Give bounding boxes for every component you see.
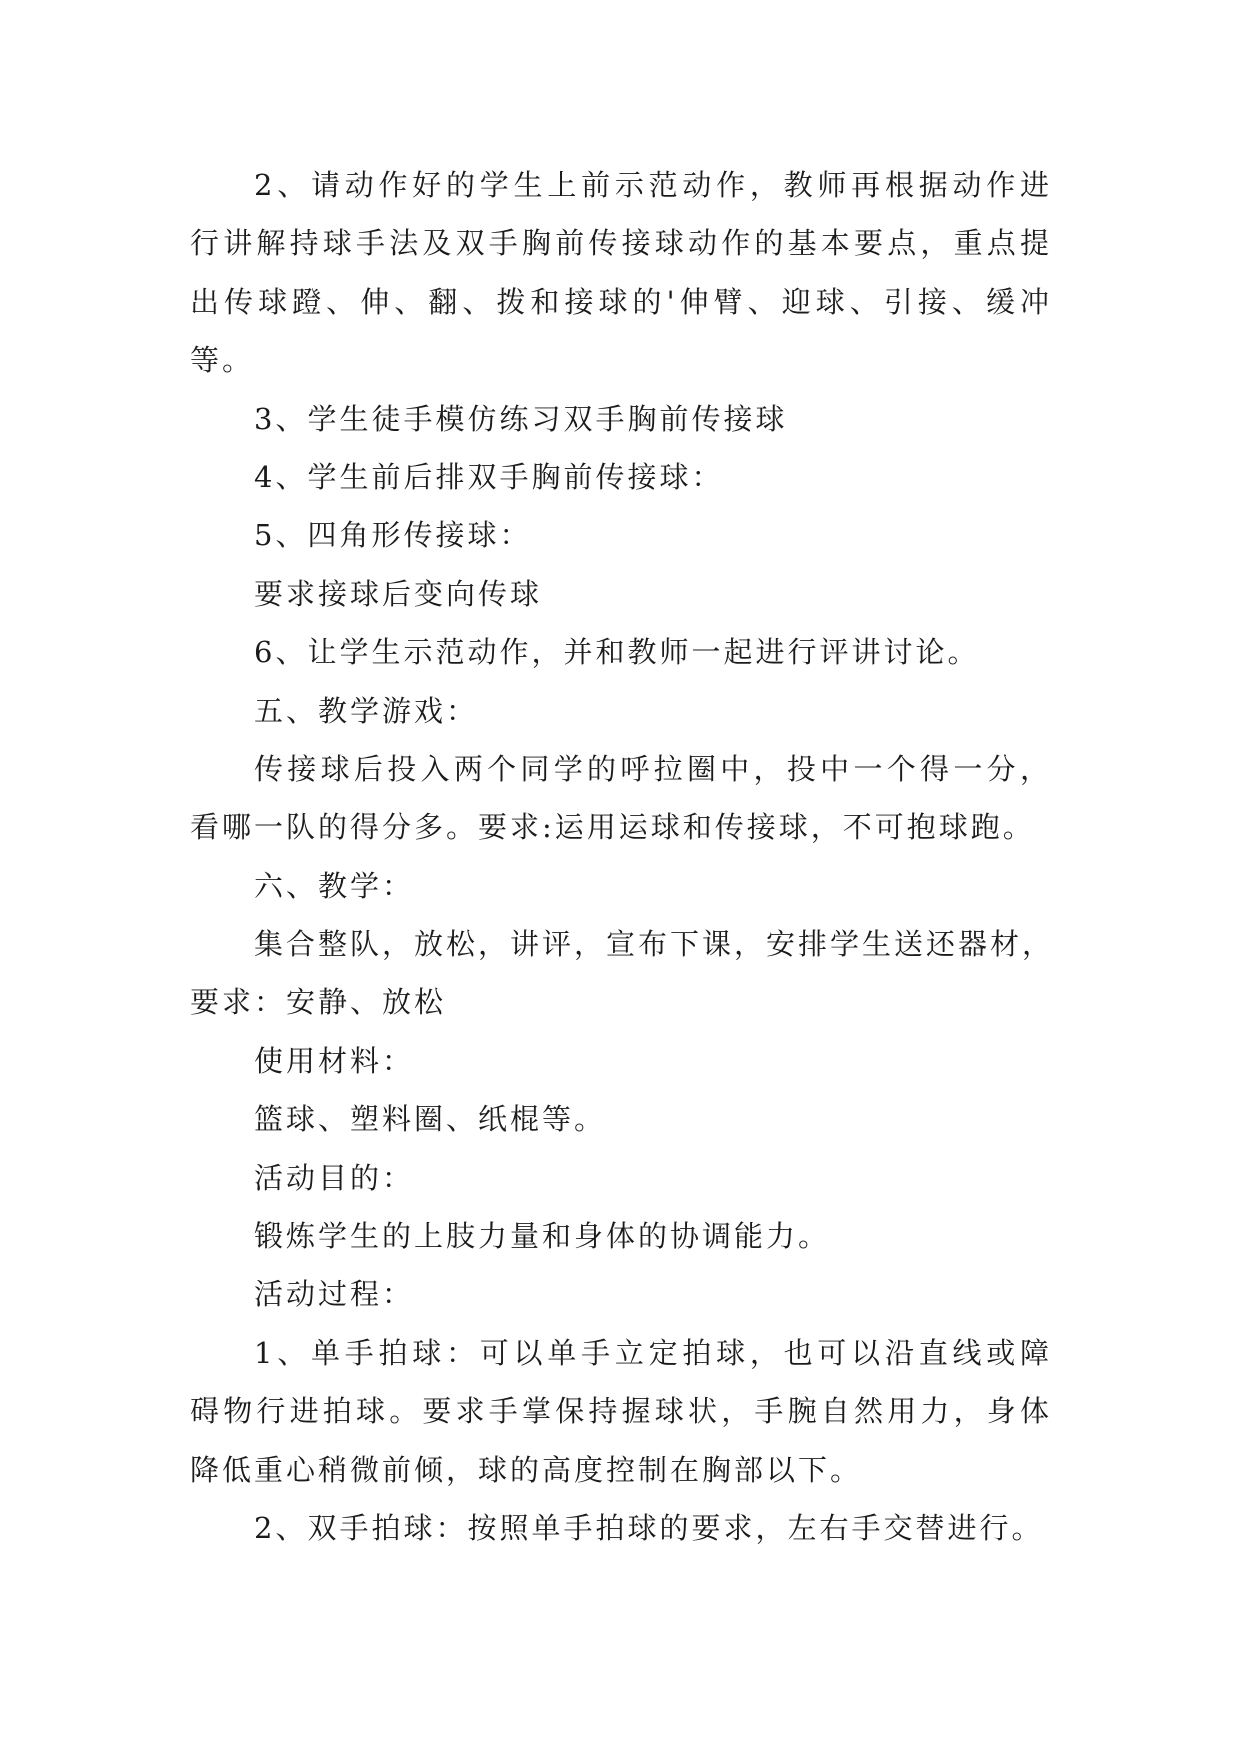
text-line: 3、学生徒手模仿练习双手胸前传接球 <box>254 401 788 436</box>
text-line: 六、教学： <box>254 868 415 903</box>
text-line: 要求：安静、放松 <box>190 985 447 1020</box>
text-line: 降低重心稍微前倾，球的高度控制在胸部以下。 <box>190 1452 863 1487</box>
section-heading <box>190 1032 1052 1090</box>
text-line: 1、单手拍球：可以单手立定拍球，也可以沿直线或障 <box>254 1335 1052 1370</box>
text-line: 篮球、塑料圈、纸棍等。 <box>254 1102 607 1137</box>
text-line: 碍物行进拍球。要求手掌保持握球状，手腕自然用力，身体 <box>190 1394 1052 1429</box>
paragraph <box>190 1324 1052 1499</box>
paragraph <box>190 448 1052 506</box>
text-line: 要求接球后变向传球 <box>254 576 543 611</box>
text-line: 等。 <box>190 343 255 378</box>
paragraph <box>190 156 1052 390</box>
text-line: 2、请动作好的学生上前示范动作，教师再根据动作进 <box>254 168 1052 202</box>
text-line: 行讲解持球手法及双手胸前传接球动作的基本要点，重点提 <box>190 226 1052 261</box>
text-line: 锻炼学生的上肢力量和身体的协调能力。 <box>254 1219 831 1254</box>
paragraph <box>190 1207 1052 1265</box>
text-line: 集合整队，放松，讲评，宣布下课，安排学生送还器材， <box>254 927 1055 962</box>
paragraph <box>190 390 1052 448</box>
paragraph <box>190 506 1052 564</box>
section-heading <box>190 1265 1052 1323</box>
text-line: 传接球后投入两个同学的呼拉圈中，投中一个得一分， <box>254 751 1052 786</box>
document-body <box>190 156 1055 1557</box>
text-line: 6、让学生示范动作，并和教师一起进行评讲讨论。 <box>254 635 980 670</box>
text-line: 活动目的： <box>254 1160 415 1195</box>
section-heading <box>190 682 1052 740</box>
text-line: 五、教学游戏： <box>254 693 479 728</box>
section-heading <box>190 857 1052 915</box>
paragraph <box>190 915 1055 1032</box>
text-line: 5、四角形传接球： <box>254 518 532 553</box>
paragraph <box>190 1499 1052 1557</box>
text-line: 看哪一队的得分多。要求:运用运球和传接球，不可抱球跑。 <box>190 810 1035 845</box>
text-line: 出传球蹬、伸、翻、拨和接球的'伸臂、迎球、引接、缓冲 <box>190 284 1052 319</box>
section-heading <box>190 1149 1052 1207</box>
paragraph <box>190 623 1052 681</box>
text-line: 4、学生前后排双手胸前传接球： <box>254 459 724 494</box>
paragraph <box>190 565 1052 623</box>
paragraph <box>190 740 1052 857</box>
text-line: 2、双手拍球：按照单手拍球的要求，左右手交替进行。 <box>254 1510 1044 1545</box>
text-line: 使用材料： <box>254 1043 415 1078</box>
text-line: 活动过程： <box>254 1277 415 1312</box>
paragraph <box>190 1090 1052 1148</box>
